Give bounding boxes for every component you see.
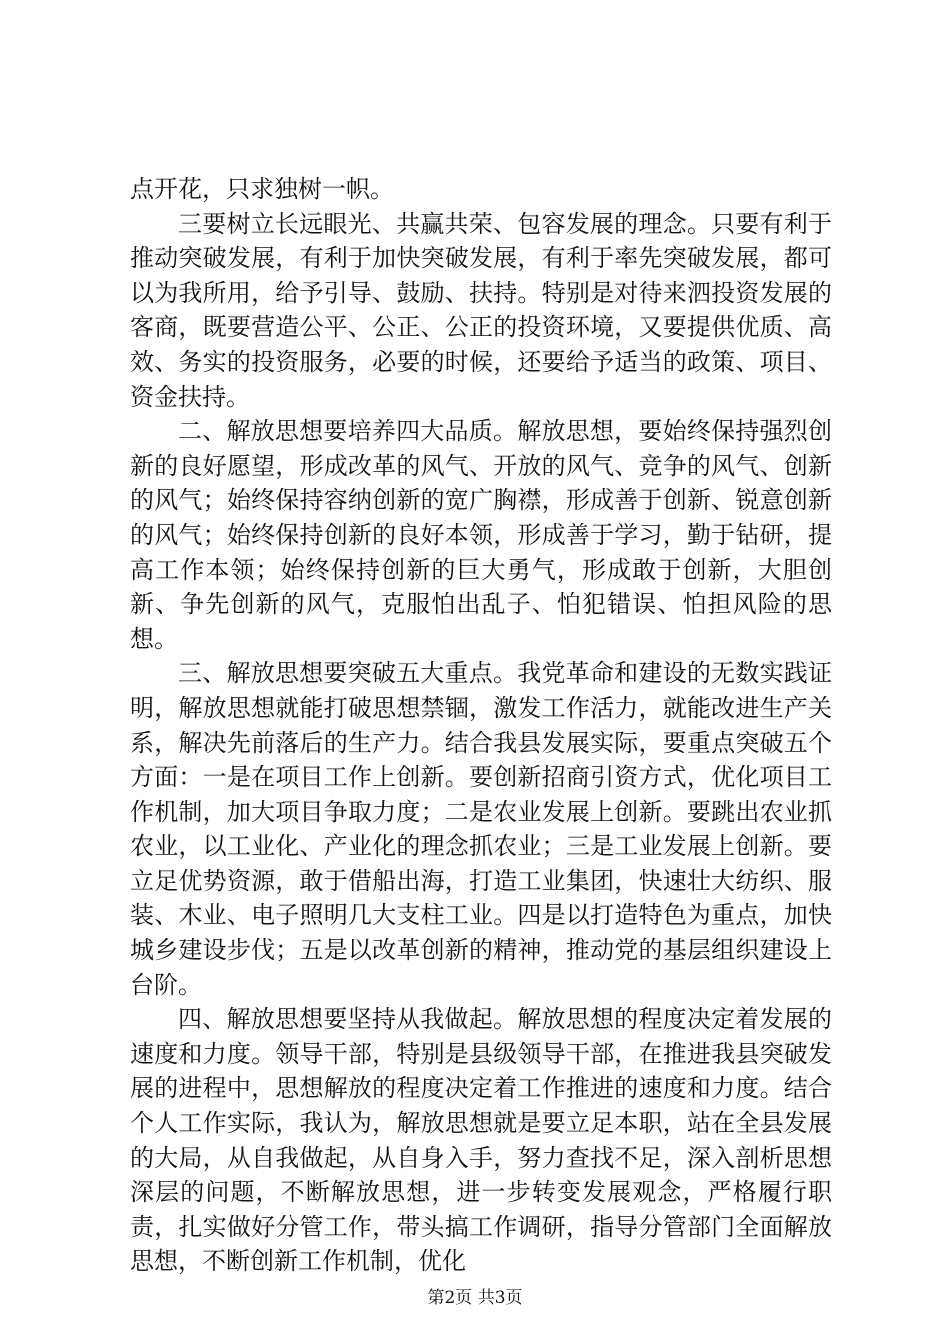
paragraph-continuation: 点开花，只求独树一帜。 — [130, 175, 394, 203]
paragraph-four-qualities: 二、解放思想要培养四大品质。解放思想，要始终保持强烈创新的良好愿望，形成改革的风气、开放的风气、竞争的风气、创新的风气；始终保持容纳创新的宽广胸襟，形成善于创新、锐意创新的风气；始终保持创新的良好本领，形成善于学习，勤于钻研，提高工作本领；始终保持创新的巨大勇气，形成敢于创新，大胆创新、争先创新的风气，克服怕出乱子、怕犯错误、怕担风险的思想。 — [130, 417, 832, 653]
paragraph-inclusive-development: 三要树立长远眼光、共赢共荣、包容发展的理念。只要有利于推动突破发展，有利于加快突破发展，有利于率先突破发展，都可以为我所用，给予引导、鼓励、扶持。特别是对待来泗投资发展的客商，既要营造公平、公正、公正的投资环境，又要提供优质、高效、务实的投资服务，必要的时候，还要给予适当的政策、项目、资金扶持。 — [130, 209, 832, 411]
page-number-footer: 第2页 共3页 — [427, 1288, 523, 1308]
paragraph-five-priorities: 三、解放思想要突破五大重点。我党革命和建设的无数实践证明，解放思想就能打破思想禁锢，激发工作活力，就能改进生产关系，解决先前落后的生产力。结合我县发展实际，要重点突破五个方面：一是在项目工作上创新。要创新招商引资方式，优化项目工作机制，加大项目争取力度；二是农业发展上创新。要跳出农业抓农业，以工业化、产业化的理念抓农业；三是工业发展上创新。要立足优势资源，敢于借船出海，打造工业集团，快速壮大纺织、服装、木业、电子照明几大支柱工业。四是以打造特色为重点，加快城乡建设步伐；五是以改革创新的精神，推动党的基层组织建设上台阶。 — [130, 659, 832, 999]
paragraph-start-from-me: 四、解放思想要坚持从我做起。解放思想的程度决定着发展的速度和力度。领导干部，特别是县级领导干部，在推进我县突破发展的进程中，思想解放的程度决定着工作推进的速度和力度。结合个人工作实际，我认为，解放思想就是要立足本职，站在全县发展的大局，从自我做起，从自身入手，努力查找不足，深入剖析思想深层的问题，不断解放思想，进一步转变发展观念，严格履行职责，扎实做好分管工作，带头搞工作调研，指导分管部门全面解放思想，不断创新工作机制，优化 — [130, 1005, 832, 1276]
document-body — [130, 172, 832, 1279]
